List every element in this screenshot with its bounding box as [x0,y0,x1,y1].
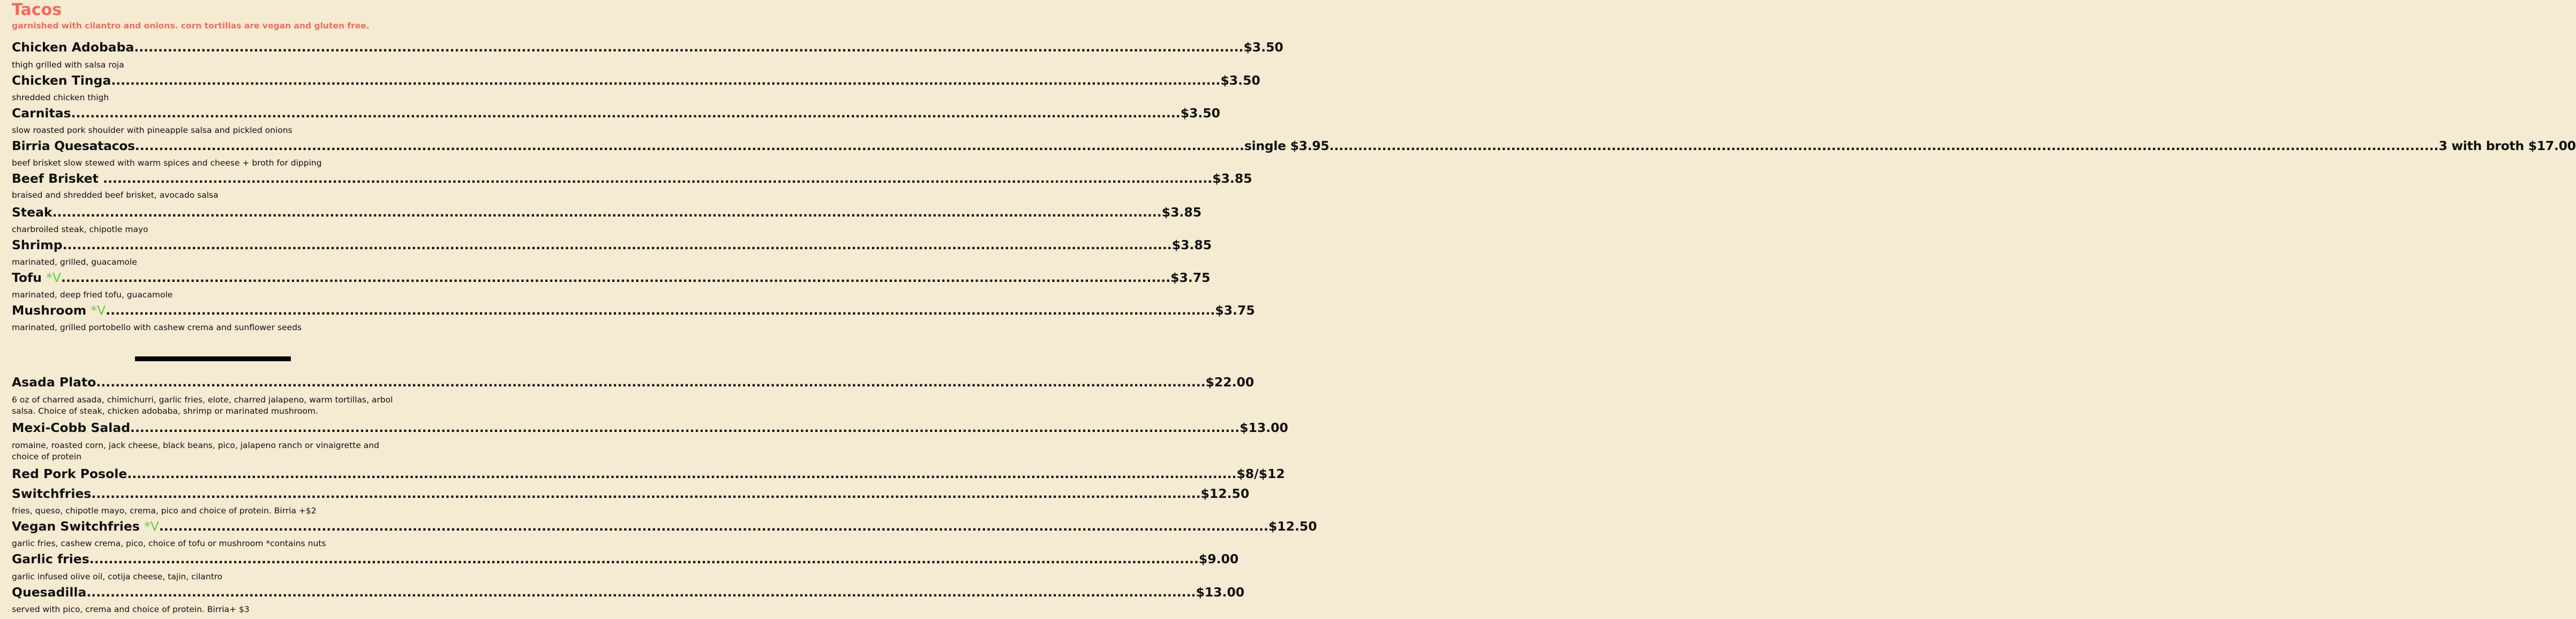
menu-item-switchfries [12,485,1250,502]
item-description: served with pico, crema and choice of protein. Birria+ $3 [12,605,250,614]
item-description: 6 oz of charred asada, chimichurri, garlic fries, elote, charred jalapeno, warm tortillas, arbol salsa. Choice of steak, chicken adobaba, shrimp or marinated mushroom. [12,395,393,416]
dot-leader [71,105,1181,122]
item-price: $3.50 [1180,106,1221,121]
item-price: $3.75 [1170,270,1211,285]
item-name: Beef Brisket [12,171,103,186]
dot-leader [61,269,1170,286]
item-price: $8/$12 [1236,466,1285,481]
menu-item-red-pork-posole [12,465,1285,482]
dot-leader [127,465,1236,482]
item-price: $3.75 [1215,303,1255,318]
item-name: Mexi-Cobb Salad [12,420,131,435]
item-description: beef brisket slow stewed with warm spices and cheese + broth for dipping [12,158,322,168]
item-name: Tofu [12,270,47,285]
menu-item-shrimp [12,236,1212,253]
item-price: $3.50 [1220,73,1260,88]
vegan-marker: *V [91,303,106,318]
menu-item-asada-plato [12,374,1255,391]
item-price: $22.00 [1205,375,1255,390]
item-name: Red Pork Posole [12,466,127,481]
menu-item-quesadilla [12,584,1245,601]
item-price: $3.50 [1243,40,1283,55]
item-name: Switchfries [12,486,92,501]
item-price: $13.00 [1196,585,1245,600]
dot-leader [130,419,1240,436]
item-price: $9.00 [1198,551,1239,566]
item-description: romaine, roasted corn, jack cheese, black beans, pico, jalapeno ranch or vinaigrette and choice of protein [12,441,379,461]
dot-leader [63,236,1172,253]
item-description: marinated, grilled portobello with cashew crema and sunflower seeds [12,323,302,332]
item-name: Quesadilla [12,585,87,600]
item-price: $13.00 [1240,420,1288,435]
item-price: $12.50 [1200,486,1250,501]
menu-item-garlic-fries [12,550,1239,568]
dot-leader [91,485,1200,502]
item-price: $3.85 [1171,237,1212,252]
item-description: charbroiled steak, chipotle mayo [12,225,148,234]
item-price: $3.85 [1161,205,1202,220]
item-price-three: 3 with broth $17.00 [2438,138,2576,153]
dot-leader [159,518,1268,535]
vegan-marker: *V [144,519,159,534]
item-name: Shrimp [12,237,63,252]
menu-item-vegan-switchfries [12,518,1317,535]
dot-leader [135,137,1244,154]
menu-item-birria-quesatacos [12,137,2576,154]
dot-leader [86,584,1196,601]
menu-item-tofu [12,269,1211,286]
menu-item-beef-brisket [12,170,1252,187]
menu-item-chicken-tinga [12,72,1260,89]
section-title: Tacos [12,1,62,19]
item-description: thigh grilled with salsa roja [12,60,124,70]
item-price: $12.50 [1268,519,1317,534]
item-description: slow roasted pork shoulder with pineapple salsa and pickled onions [12,125,292,135]
item-description: fries, queso, chipotle mayo, crema, pico and choice of protein. Birria +$2 [12,506,317,516]
dot-leader [89,550,1199,568]
item-description: shredded chicken thigh [12,93,109,102]
item-name: Birria Quesatacos [12,138,135,153]
dot-leader [111,72,1220,89]
dot-leader [103,170,1212,187]
item-price-single: single $3.95 [1244,138,1330,153]
dot-leader [96,374,1205,391]
item-description: marinated, grilled, guacamole [12,257,137,267]
dot-leader [106,302,1215,319]
item-description: marinated, deep fried tofu, guacamole [12,290,173,300]
menu-item-steak [12,204,1202,221]
menu-item-carnitas [12,105,1221,122]
dot-leader [134,39,1243,56]
item-name: Chicken Adobaba [12,40,134,55]
item-name: Steak [12,205,52,220]
item-name: Vegan Switchfries [12,519,144,534]
item-price: $3.85 [1212,171,1252,186]
item-name: Carnitas [12,106,71,121]
item-description: braised and shredded beef brisket, avocado salsa [12,190,219,200]
menu-item-mexi-cobb-salad [12,419,1288,436]
item-name: Chicken Tinga [12,73,111,88]
section-divider [135,356,291,361]
vegan-marker: *V [46,270,62,285]
dot-leader [1329,137,2438,154]
menu-item-chicken-adobaba [12,39,1283,56]
item-description: garlic infused olive oil, cotija cheese, tajin, cilantro [12,572,223,581]
section-subtitle: garnished with cilantro and onions. corn tortillas are vegan and gluten free. [12,21,370,31]
dot-leader [52,204,1162,221]
menu-item-mushroom [12,302,1255,319]
item-name: Asada Plato [12,375,96,390]
item-name: Mushroom [12,303,91,318]
item-description: garlic fries, cashew crema, pico, choice of tofu or mushroom *contains nuts [12,539,326,548]
item-name: Garlic fries [12,551,89,566]
